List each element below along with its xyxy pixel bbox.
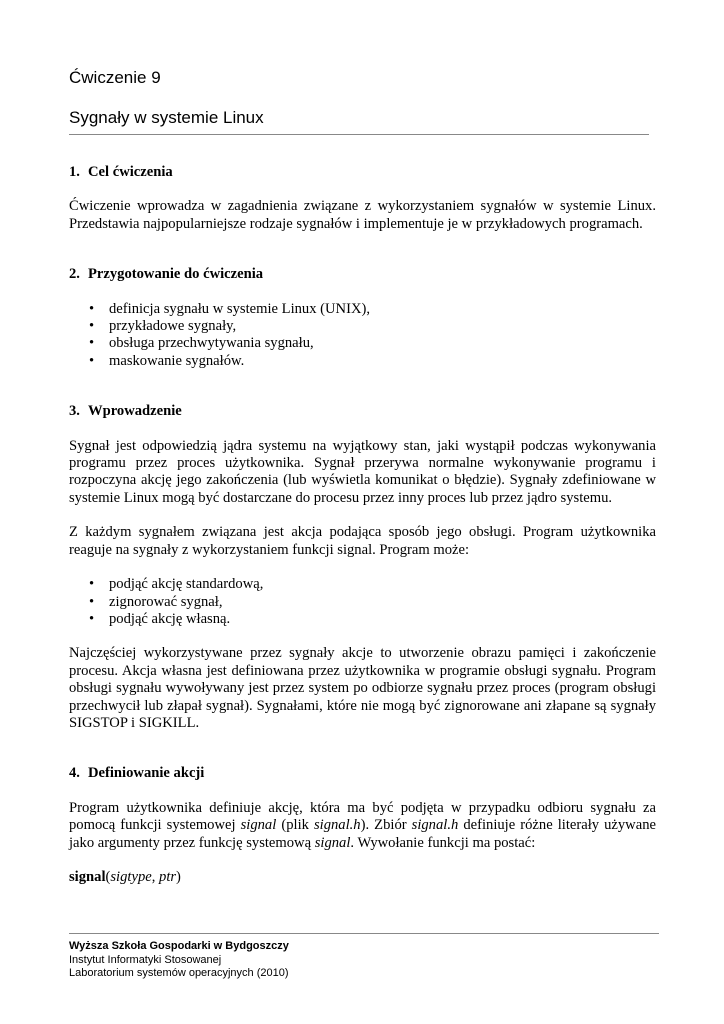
section-4-paragraph [69, 800, 656, 852]
formula-arg: sigtype [110, 868, 152, 885]
section-3-paragraph-2: Z każdym sygnałem związana jest akcja podająca sposób jego obsługi. Program użytkownika reaguje na sygnały z wykorzystaniem funkcji signal. Program może: [69, 524, 656, 558]
section-title: Cel ćwiczenia [88, 164, 173, 180]
text-run: . Wywołanie funkcji ma postać: [350, 834, 536, 851]
list-item: • definicja sygnału w systemie Linux (UNIX), [89, 301, 656, 318]
exercise-title: Ćwiczenie 9 [69, 68, 161, 87]
section-title: Przygotowanie do ćwiczenia [88, 266, 264, 283]
text-run: ). Zbiór [360, 817, 412, 834]
formula-paren: ) [176, 868, 181, 885]
exercise-subtitle: Sygnały w systemie Linux [69, 108, 264, 127]
section-title: Wprowadzenie [88, 403, 182, 420]
section-4-heading [69, 765, 656, 782]
document-body [69, 164, 656, 886]
section-1-paragraph: Ćwiczenie wprowadza w zagadnienia związane z wykorzystaniem sygnałów w systemie Linux. Przedstawia najpopularniejsze rodzaje sygnałów i implementuje je w przykładowych programach. [69, 198, 656, 232]
list-item: • podjąć akcję standardową, [89, 576, 656, 593]
page-footer [69, 940, 289, 981]
formula-function: signal [69, 868, 106, 885]
formula-separator: , [151, 868, 160, 885]
footer-institute: Instytut Informatyki Stosowanej [69, 953, 222, 966]
signal-call-formula [69, 869, 656, 886]
header-divider [69, 134, 649, 135]
formula-arg: ptr [159, 868, 177, 885]
section-number: 3. [69, 403, 80, 420]
preparation-list [69, 301, 656, 371]
section-number: 2. [69, 266, 80, 283]
section-3-heading [69, 403, 656, 420]
footer-university: Wyższa Szkoła Gospodarki w Bydgoszczy [69, 940, 289, 952]
list-item: • podjąć akcję własną. [89, 611, 656, 628]
function-name: signal [240, 817, 277, 834]
section-2-heading [69, 266, 656, 283]
text-run: definiuje różne literały używane jako argumenty przez funkcję systemową [69, 817, 656, 851]
section-number: 1. [69, 164, 80, 180]
text-run: Program użytkownika definiuje akcję, która ma być podjęta w przypadku odbioru sygnału za pomocą funkcji systemowej [69, 799, 656, 834]
section-number: 4. [69, 765, 80, 782]
footer-lab: Laboratorium systemów operacyjnych (2010) [69, 967, 289, 979]
actions-list [69, 576, 656, 628]
section-title: Definiowanie akcji [88, 765, 205, 782]
section-1-heading [69, 164, 656, 181]
function-name: signal [314, 834, 351, 851]
section-3-paragraph-1: Sygnał jest odpowiedzią jądra systemu na wyjątkowy stan, jaki wystąpił podczas wykonywania programu przez proces użytkownika. Sygnał przerywa normalne wykonywanie programu i rozpoczyna akcję jego zakończenia (lub wyświetla komunikat o błędzie). Sygnały zdefiniowane w systemie Linux mogą być dostarczane do procesu przez inny proces lub przez jądro systemu. [69, 437, 656, 506]
file-name: signal.h [411, 817, 459, 834]
formula-paren: ( [105, 868, 111, 885]
text-run: (plik [276, 817, 314, 834]
list-item: • zignorować sygnał, [89, 594, 656, 611]
list-item: • maskowanie sygnałów. [89, 353, 656, 370]
file-name: signal.h [313, 817, 361, 834]
section-3-paragraph-3: Najczęściej wykorzystywane przez sygnały akcje to utworzenie obrazu pamięci i zakończenie procesu. Akcja własna jest definiowana przez użytkownika w programie obsługi sygnału. Program obsługi sygnału wywoływany jest przez system po odbiorze sygnału przez proces (program obsługi przechwycił lub złapał sygnał). Sygnałami, które nie mogą być zignorowane ani złapane są sygnały SIGSTOP i SIGKILL. [69, 645, 656, 731]
list-item: • przykładowe sygnały, [89, 318, 656, 335]
list-item: • obsługa przechwytywania sygnału, [89, 335, 656, 352]
footer-divider [69, 933, 659, 934]
